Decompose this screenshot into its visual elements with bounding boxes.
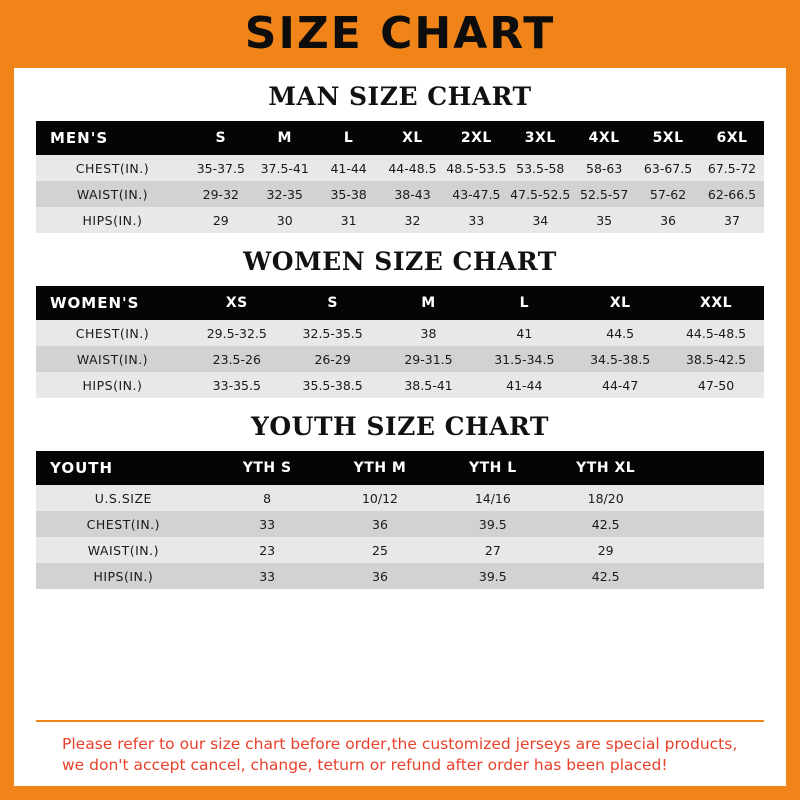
page-title: SIZE CHART — [244, 8, 556, 59]
youth-waist-s: 23 — [211, 537, 324, 563]
chart-content — [14, 68, 786, 786]
men-waist-6xl: 62-66.5 — [700, 181, 764, 207]
men-waist-4xl: 52.5-57 — [572, 181, 636, 207]
women-col-l: L — [476, 286, 572, 320]
youth-size-table — [36, 451, 764, 589]
table-row — [36, 372, 764, 398]
men-hips-l: 31 — [317, 207, 381, 233]
men-hips-2xl: 33 — [444, 207, 508, 233]
men-row-label-waist: WAIST(IN.) — [36, 181, 189, 207]
youth-col-s: YTH S — [211, 451, 324, 485]
men-chest-3xl: 53.5-58 — [508, 155, 572, 181]
table-row — [36, 320, 764, 346]
youth-chest-spacer — [662, 511, 764, 537]
youth-col-m: YTH M — [324, 451, 437, 485]
page-header — [0, 0, 800, 68]
men-col-3xl: 3XL — [508, 121, 572, 155]
section-title-women: WOMEN SIZE CHART — [243, 247, 557, 276]
youth-chest-l: 39.5 — [436, 511, 549, 537]
women-waist-l: 31.5-34.5 — [476, 346, 572, 372]
women-row-label-waist: WAIST(IN.) — [36, 346, 189, 372]
youth-waist-spacer — [662, 537, 764, 563]
men-hips-4xl: 35 — [572, 207, 636, 233]
women-row-label-chest: CHEST(IN.) — [36, 320, 189, 346]
youth-ussize-xl: 18/20 — [549, 485, 662, 511]
men-col-4xl: 4XL — [572, 121, 636, 155]
men-chest-l: 41-44 — [317, 155, 381, 181]
women-corner-label: WOMEN'S — [36, 286, 189, 320]
men-waist-2xl: 43-47.5 — [444, 181, 508, 207]
women-hips-xs: 33-35.5 — [189, 372, 285, 398]
youth-hips-l: 39.5 — [436, 563, 549, 589]
men-chest-m: 37.5-41 — [253, 155, 317, 181]
table-row — [36, 511, 764, 537]
women-hips-xl: 44-47 — [572, 372, 668, 398]
section-youth — [36, 398, 764, 589]
men-size-table — [36, 121, 764, 233]
men-chest-2xl: 48.5-53.5 — [444, 155, 508, 181]
youth-header-row — [36, 451, 764, 485]
men-hips-xl: 32 — [381, 207, 445, 233]
youth-hips-m: 36 — [324, 563, 437, 589]
women-chest-xl: 44.5 — [572, 320, 668, 346]
youth-hips-s: 33 — [211, 563, 324, 589]
youth-waist-l: 27 — [436, 537, 549, 563]
youth-hips-spacer — [662, 563, 764, 589]
men-waist-xl: 38-43 — [381, 181, 445, 207]
women-chest-m: 38 — [381, 320, 477, 346]
section-title-men: MAN SIZE CHART — [268, 82, 532, 111]
men-col-2xl: 2XL — [444, 121, 508, 155]
women-hips-xxl: 47-50 — [668, 372, 764, 398]
youth-col-l: YTH L — [436, 451, 549, 485]
table-row — [36, 207, 764, 233]
women-col-m: M — [381, 286, 477, 320]
men-waist-s: 29-32 — [189, 181, 253, 207]
women-header-row — [36, 286, 764, 320]
youth-ussize-l: 14/16 — [436, 485, 549, 511]
women-waist-xxl: 38.5-42.5 — [668, 346, 764, 372]
men-chest-s: 35-37.5 — [189, 155, 253, 181]
men-chest-xl: 44-48.5 — [381, 155, 445, 181]
table-row — [36, 485, 764, 511]
men-chest-6xl: 67.5-72 — [700, 155, 764, 181]
youth-row-label-ussize: U.S.SIZE — [36, 485, 211, 511]
men-hips-5xl: 36 — [636, 207, 700, 233]
youth-row-label-chest: CHEST(IN.) — [36, 511, 211, 537]
section-women — [36, 233, 764, 398]
bottom-accent-bar — [0, 786, 800, 800]
men-row-label-chest: CHEST(IN.) — [36, 155, 189, 181]
youth-waist-m: 25 — [324, 537, 437, 563]
table-row — [36, 346, 764, 372]
women-waist-xs: 23.5-26 — [189, 346, 285, 372]
men-col-s: S — [189, 121, 253, 155]
women-hips-s: 35.5-38.5 — [285, 372, 381, 398]
youth-row-label-waist: WAIST(IN.) — [36, 537, 211, 563]
women-size-table — [36, 286, 764, 398]
youth-chest-xl: 42.5 — [549, 511, 662, 537]
women-hips-m: 38.5-41 — [381, 372, 477, 398]
section-title-youth: YOUTH SIZE CHART — [251, 412, 549, 441]
women-chest-xs: 29.5-32.5 — [189, 320, 285, 346]
youth-table-body — [36, 485, 764, 589]
women-table-body — [36, 320, 764, 398]
men-waist-l: 35-38 — [317, 181, 381, 207]
women-waist-s: 26-29 — [285, 346, 381, 372]
men-corner-label: MEN'S — [36, 121, 189, 155]
men-waist-3xl: 47.5-52.5 — [508, 181, 572, 207]
table-row — [36, 537, 764, 563]
women-table-head — [36, 286, 764, 320]
youth-col-spacer — [662, 451, 764, 485]
women-waist-xl: 34.5-38.5 — [572, 346, 668, 372]
women-chest-xxl: 44.5-48.5 — [668, 320, 764, 346]
youth-ussize-spacer — [662, 485, 764, 511]
youth-corner-label: YOUTH — [36, 451, 211, 485]
men-col-l: L — [317, 121, 381, 155]
men-chest-5xl: 63-67.5 — [636, 155, 700, 181]
men-hips-6xl: 37 — [700, 207, 764, 233]
youth-table-head — [36, 451, 764, 485]
men-row-label-hips: HIPS(IN.) — [36, 207, 189, 233]
women-chest-l: 41 — [476, 320, 572, 346]
youth-hips-xl: 42.5 — [549, 563, 662, 589]
men-table-body — [36, 155, 764, 233]
men-waist-m: 32-35 — [253, 181, 317, 207]
women-row-label-hips: HIPS(IN.) — [36, 372, 189, 398]
men-header-row — [36, 121, 764, 155]
women-col-xxl: XXL — [668, 286, 764, 320]
youth-col-xl: YTH XL — [549, 451, 662, 485]
women-chest-s: 32.5-35.5 — [285, 320, 381, 346]
youth-chest-m: 36 — [324, 511, 437, 537]
youth-row-label-hips: HIPS(IN.) — [36, 563, 211, 589]
men-col-m: M — [253, 121, 317, 155]
section-men — [36, 68, 764, 233]
women-col-xl: XL — [572, 286, 668, 320]
women-col-s: S — [285, 286, 381, 320]
men-waist-5xl: 57-62 — [636, 181, 700, 207]
men-col-xl: XL — [381, 121, 445, 155]
footer-line-2: we don't accept cancel, change, teturn or refund after order has been placed! — [62, 756, 668, 775]
youth-chest-s: 33 — [211, 511, 324, 537]
youth-ussize-s: 8 — [211, 485, 324, 511]
men-table-head — [36, 121, 764, 155]
men-hips-m: 30 — [253, 207, 317, 233]
men-hips-3xl: 34 — [508, 207, 572, 233]
men-col-6xl: 6XL — [700, 121, 764, 155]
men-hips-s: 29 — [189, 207, 253, 233]
table-row — [36, 181, 764, 207]
youth-ussize-m: 10/12 — [324, 485, 437, 511]
youth-waist-xl: 29 — [549, 537, 662, 563]
women-hips-l: 41-44 — [476, 372, 572, 398]
table-row — [36, 155, 764, 181]
men-col-5xl: 5XL — [636, 121, 700, 155]
footer-notice — [36, 720, 764, 786]
women-waist-m: 29-31.5 — [381, 346, 477, 372]
table-row — [36, 563, 764, 589]
men-chest-4xl: 58-63 — [572, 155, 636, 181]
footer-line-1: Please refer to our size chart before order,the customized jerseys are special products, — [62, 735, 738, 754]
women-col-xs: XS — [189, 286, 285, 320]
